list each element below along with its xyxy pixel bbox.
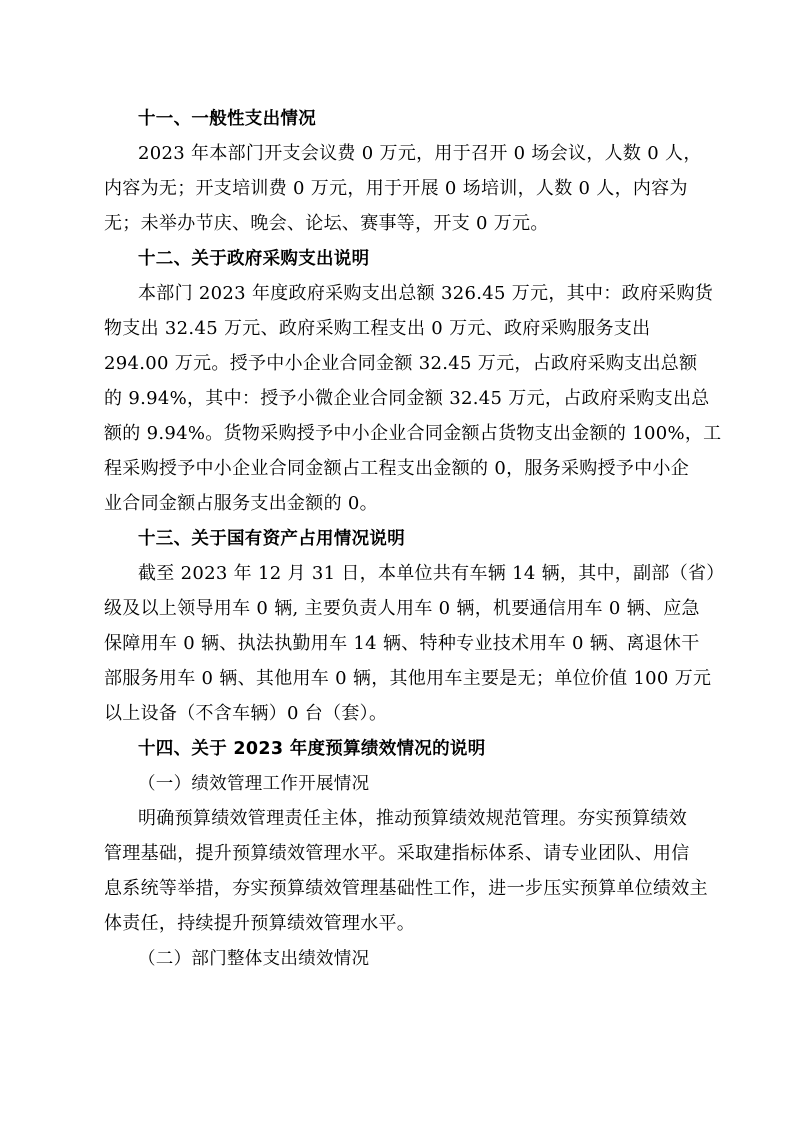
paragraph-line: 部服务用车 0 辆、其他用车 0 辆，其他用车主要是无；单位价值 100 万元 xyxy=(104,668,712,689)
paragraph-line: 294.00 万元。授予中小企业合同金额 32.45 万元，占政府采购支出总额 xyxy=(104,353,698,374)
paragraph-line: 体责任，持续提升预算绩效管理水平。 xyxy=(104,913,416,934)
paragraph-line: 明确预算绩效管理责任主体，推动预算绩效规范管理。夯实预算绩效 xyxy=(138,808,687,829)
subsection-heading-1: （一）绩效管理工作开展情况 xyxy=(138,774,370,794)
paragraph-line: 的 9.94%，其中：授予小微企业合同金额 32.45 万元，占政府采购支出总 xyxy=(104,388,710,409)
paragraph-line: 物支出 32.45 万元、政府采购工程支出 0 万元、政府采购服务支出 xyxy=(104,318,651,339)
paragraph-line: 内容为无；开支培训费 0 万元，用于开展 0 场培训，人数 0 人，内容为 xyxy=(104,178,688,199)
section-heading-11: 十一、一般性支出情况 xyxy=(138,109,316,129)
paragraph-line: 业合同金额占服务支出金额的 0。 xyxy=(104,493,378,514)
paragraph-line: 息系统等举措，夯实预算绩效管理基础性工作，进一步压实预算单位绩效主 xyxy=(104,878,708,899)
paragraph-line: 级及以上领导用车 0 辆, 主要负责人用车 0 辆，机要通信用车 0 辆、应急 xyxy=(104,598,700,619)
paragraph-line: 管理基础，提升预算绩效管理水平。采取建指标体系、请专业团队、用信 xyxy=(104,843,690,864)
paragraph-line: 保障用车 0 辆、执法执勤用车 14 辆、特种专业技术用车 0 辆、离退休干 xyxy=(104,633,700,654)
subsection-heading-2: （二）部门整体支出绩效情况 xyxy=(138,949,370,969)
paragraph-line: 额的 9.94%。货物采购授予中小企业合同金额占货物支出金额的 100%，工 xyxy=(104,423,722,444)
section-heading-14: 十四、关于 2023 年度预算绩效情况的说明 xyxy=(138,739,486,759)
section-heading-12: 十二、关于政府采购支出说明 xyxy=(138,249,370,269)
paragraph-line: 截至 2023 年 12 月 31 日，本单位共有车辆 14 辆，其中，副部（省） xyxy=(138,563,725,584)
paragraph-line: 程采购授予中小企业合同金额占工程支出金额的 0，服务采购授予中小企 xyxy=(104,458,690,479)
paragraph-line: 无；未举办节庆、晚会、论坛、赛事等，开支 0 万元。 xyxy=(104,213,549,234)
paragraph-line: 2023 年本部门开支会议费 0 万元，用于召开 0 场会议，人数 0 人， xyxy=(138,143,702,164)
paragraph-line: 本部门 2023 年度政府采购支出总额 326.45 万元，其中：政府采购货 xyxy=(138,283,714,304)
paragraph-line: 以上设备（不含车辆）0 台（套）。 xyxy=(104,703,388,724)
section-heading-13: 十三、关于国有资产占用情况说明 xyxy=(138,529,405,549)
